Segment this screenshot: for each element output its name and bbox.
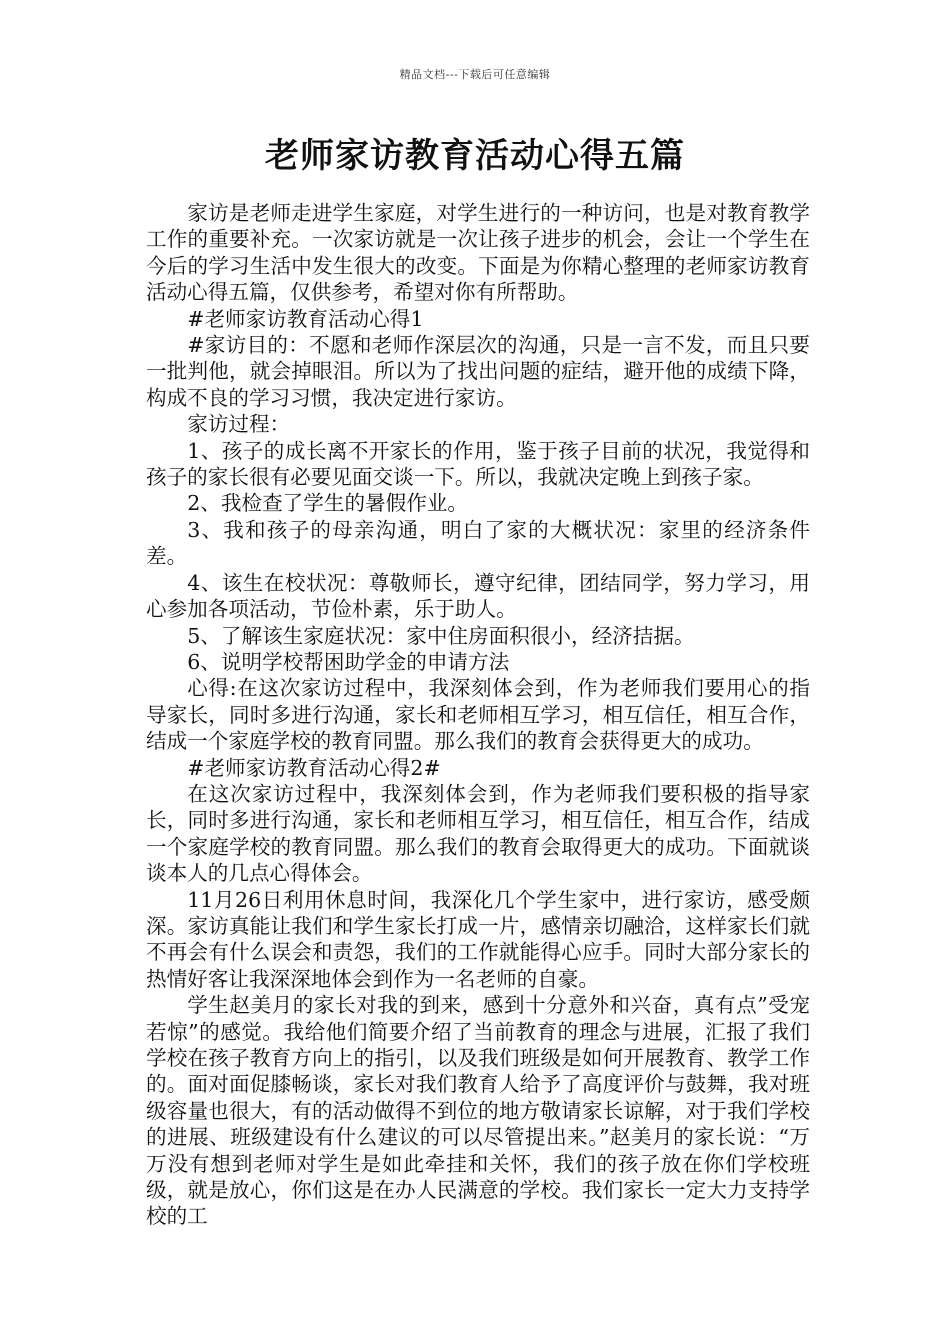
document-body (146, 200, 810, 1230)
paragraph-purpose: #家访目的：不愿和老师作深层次的沟通，只是一言不发，而且只要一批判他，就会掉眼泪。所以为了找出问题的症结，避开他的成绩下降，构成不良的学习习惯，我决定进行家访。 (146, 333, 810, 410)
paragraph-reflection-2: 在这次家访过程中，我深刻体会到，作为老师我们要积极的指导家长，同时多进行沟通，家长和老师相互学习，相互信任，相互合作，结成一个家庭学校的教育同盟。那么我们的教育会取得更大的成功。下面就谈谈本人的几点心得体会。 (146, 781, 810, 886)
list-item-4: 4、该生在校状况：尊敬师长，遵守纪律，团结同学，努力学习，用心参加各项活动，节俭朴素，乐于助人。 (146, 570, 810, 622)
paragraph-intro: 家访是老师走进学生家庭，对学生进行的一种访问，也是对教育教学工作的重要补充。一次家访就是一次让孩子进步的机会，会让一个学生在今后的学习生活中发生很大的改变。下面是为你精心整理的老师家访教育活动心得五篇，仅供参考，希望对你有所帮助。 (146, 201, 810, 305)
paragraph-visit-date: 11月26日利用休息时间，我深化几个学生家中，进行家访，感受颇深。家访真能让我们和学生家长打成一片，感情亲切融洽，这样家长们就不再会有什么误会和责怨，我们的工作就能得心应手。同时大部分家长的热情好客让我深深地体会到作为一名老师的自豪。 (146, 887, 810, 991)
paragraph-process-label: 家访过程： (187, 412, 291, 437)
section-heading-1: #老师家访教育活动心得1 (187, 306, 424, 331)
document-title: 老师家访教育活动心得五篇 (265, 136, 685, 176)
paragraph-reflection-1: 心得:在这次家访过程中，我深刻体会到，作为老师我们要用心的指导家长，同时多进行沟通，家长和老师相互学习，相互信任，相互合作，结成一个家庭学校的教育同盟。那么我们的教育会获得更大的成功。 (146, 676, 810, 754)
paragraph-student-visit: 学生赵美月的家长对我的到来，感到十分意外和兴奋，真有点”受宠若惊”的感觉。我给他们简要介绍了当前教育的理念与进展，汇报了我们学校在孩子教育方向上的指引，以及我们班级是如何开展教育、教学工作的。面对面促膝畅谈，家长对我们教育人给予了高度评价与鼓舞，我对班级容量也很大，有的活动做得不到位的地方敬请家长谅解，对于我们学校的进展、班级建设有什么建议的可以尽管提出来。”赵美月的家长说：“万万没有想到老师对学生是如此牵挂和关怀，我们的孩子放在你们学校班级，就是放心，你们这是在办人民满意的学校。我们家长一定大力支持学校的工 (146, 993, 810, 1229)
list-item-3: 3、我和孩子的母亲沟通，明白了家的大概状况：家里的经济条件差。 (146, 517, 810, 569)
list-item-2: 2、我检查了学生的暑假作业。 (187, 491, 469, 516)
list-item-1: 1、孩子的成长离不开家长的作用，鉴于孩子目前的状况，我觉得和孩子的家长很有必要见面交谈一下。所以，我就决定晚上到孩子家。 (146, 438, 810, 490)
list-item-6: 6、说明学校帮困助学金的申请方法 (187, 649, 510, 674)
list-item-5: 5、了解该生家庭状况：家中住房面积很小，经济拮据。 (187, 623, 695, 648)
section-heading-2: #老师家访教育活动心得2# (187, 755, 441, 780)
header-note: 精品文档---下载后可任意编辑 (399, 68, 551, 81)
